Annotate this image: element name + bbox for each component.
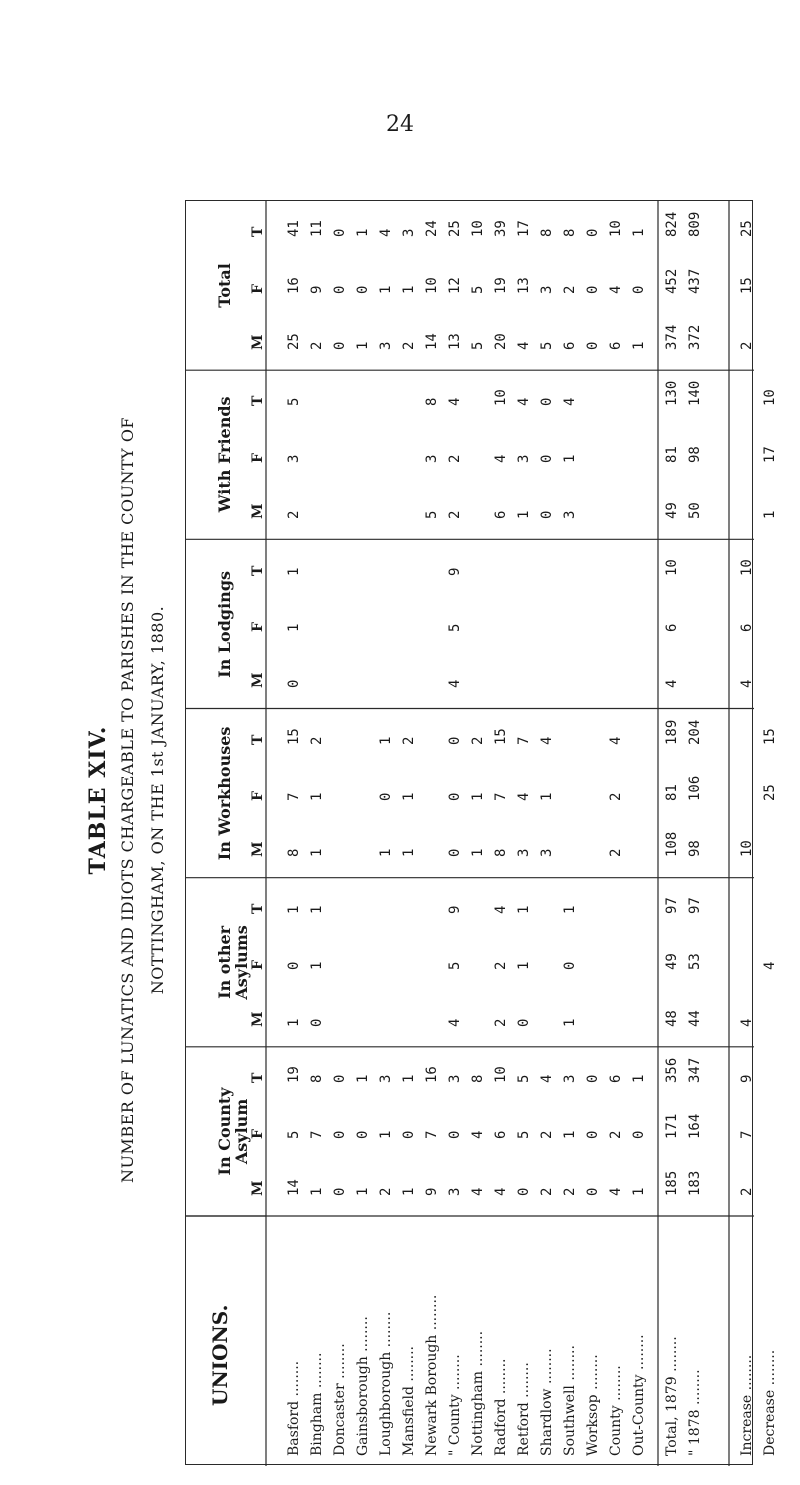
table-row-cell: 9 [447,567,463,576]
totals-row-cell: 81 [664,445,680,463]
table-row-cell: 3 [562,510,578,520]
table-row-cell: 4 [493,905,509,914]
lunatics-table [185,200,778,1465]
table-row-cell: 16 [286,276,302,294]
table-row-cell: 1 [378,285,394,294]
table-row-cell: 1 [631,1074,647,1084]
table-row-cell: 6 [493,1130,509,1140]
table-row-cell: 15 [286,727,302,745]
change-row-cell: 25 [739,220,755,238]
table-row-cell: 0 [539,510,555,520]
change-row-cell: 2 [739,341,755,350]
table-row-cell: 1 [401,849,417,858]
totals-row-cell: 824 [664,211,680,238]
table-row-cell: 0 [332,341,348,350]
table-row-cell: 1 [401,1074,417,1084]
table-row-cell: 20 [493,333,509,350]
subcol-m-header: M [250,841,266,858]
table-row-cell: 1 [355,1074,371,1084]
change-row-cell: 9 [739,1074,755,1084]
totals-row-cell: 44 [687,1009,703,1027]
subcol-t-header: T [250,734,266,745]
table-row-cell: 0 [585,341,601,350]
totals-row-cell: 53 [687,953,703,971]
subcol-t-header: T [250,903,266,914]
table-row-cell: 4 [447,397,463,407]
table-row-cell: 9 [424,1187,440,1196]
union-name: Loughborough ........ [378,1311,394,1456]
union-name: Basford ........ [286,1360,302,1456]
table-row-cell: 1 [631,1187,647,1196]
table-row-cell: 4 [447,679,463,689]
table-row-cell: 14 [286,1178,302,1196]
subcol-m-header: M [250,1011,266,1027]
totals-row-cell: 437 [687,268,703,294]
table-cells [186,201,778,1466]
table-row-cell: 1 [562,905,578,914]
union-name: Southwell ........ [562,1345,578,1456]
table-row-cell: 1 [378,849,394,858]
table-row-cell: 3 [562,1074,578,1084]
table-row-cell: 1 [286,623,302,632]
table-row-cell: 0 [332,1187,348,1196]
union-name: Out-County ........ [631,1334,647,1456]
table-row-cell: 8 [493,849,509,858]
totals-row-cell: 140 [687,381,703,407]
table-row-cell: 4 [516,341,532,350]
table-row-cell: 5 [447,961,463,971]
table-row-cell: 5 [470,285,486,294]
subcol-f-header: F [250,621,266,632]
table-row-cell: 0 [562,961,578,971]
change-row-cell: 25 [762,784,778,802]
table-row-cell: 16 [424,1066,440,1084]
table-row-cell: 2 [401,341,417,350]
table-row-cell: 1 [470,849,486,858]
table-row-cell: 1 [355,228,371,238]
table-row-cell: 1 [401,1187,417,1196]
table-row-cell: 2 [309,341,325,350]
table-row-cell: 0 [447,849,463,858]
change-row-cell: 4 [762,961,778,971]
totals-label: " 1878 ........ [687,1369,703,1456]
table-row-cell: 0 [332,1130,348,1140]
subcol-f-header: F [250,283,266,294]
totals-row-cell: 452 [664,268,680,294]
subcol-f-header: F [250,1129,266,1140]
table-row-cell: 5 [286,397,302,407]
union-name: Radford ........ [493,1358,509,1456]
table-row-cell: 10 [470,220,486,238]
table-row-cell: 6 [493,510,509,520]
table-row-cell: 0 [585,1130,601,1140]
totals-row-cell: 185 [664,1170,680,1196]
table-row-cell: 0 [539,454,555,463]
change-label: Increase ........ [739,1354,755,1456]
table-row-cell: 1 [516,961,532,971]
table-row-cell: 13 [516,276,532,294]
table-row-cell: 0 [355,1130,371,1140]
table-row-cell: 4 [516,397,532,407]
totals-row-cell: 347 [687,1057,703,1084]
table-row-cell: 11 [309,220,325,238]
table-row-cell: 1 [470,792,486,802]
table-row-cell: 0 [539,397,555,407]
subcol-t-header: T [250,395,266,407]
table-row-cell: 19 [286,1066,302,1084]
union-name: Nottingham ........ [470,1330,486,1456]
totals-row-cell: 372 [687,324,703,350]
table-row-cell: 41 [286,220,302,238]
totals-row-cell: 356 [664,1057,680,1084]
table-row-cell: 10 [493,1066,509,1084]
table-row-cell: 4 [493,454,509,463]
table-row-cell: 5 [516,1130,532,1140]
table-row-cell: 1 [286,567,302,576]
table-row-cell: 2 [562,285,578,294]
table-row-cell: 39 [493,220,509,238]
table-row-cell: 3 [516,454,532,463]
union-name: Worksop ........ [585,1354,601,1456]
group-header-5: Total [215,263,234,308]
change-row-cell: 4 [739,1018,755,1027]
subcol-f-header: F [250,960,266,971]
table-row-cell: 1 [309,1187,325,1196]
table-row-cell: 6 [608,341,624,350]
table-row-cell: 8 [562,228,578,238]
totals-row-cell: 48 [664,1009,680,1027]
table-row-cell: 2 [608,1130,624,1140]
table-row-cell: 4 [378,228,394,238]
table-row-cell: 2 [447,510,463,520]
totals-row-cell: 106 [687,775,703,802]
subcol-m-header: M [250,1180,266,1196]
table-row-cell: 1 [309,961,325,971]
table-row-cell: 0 [332,1074,348,1084]
table-row-cell: 0 [516,1018,532,1027]
table-row-cell: 4 [539,736,555,745]
change-row-cell: 2 [739,1187,755,1196]
table-row-cell: 10 [493,389,509,407]
table-row-cell: 0 [585,1187,601,1196]
table-row-cell: 17 [516,220,532,238]
table-row-cell: 4 [539,1074,555,1084]
totals-row-cell: 189 [664,719,680,745]
table-row-cell: 9 [309,285,325,294]
change-label: Decrease ........ [762,1349,778,1456]
table-row-cell: 8 [286,849,302,858]
group-header-0: In County Asylum [215,1087,251,1176]
totals-row-cell: 97 [664,897,680,914]
table-row-cell: 3 [378,341,394,350]
table-row-cell: 4 [493,1187,509,1196]
union-name: County ........ [608,1365,624,1456]
union-name: Doncaster ........ [332,1343,348,1456]
change-row-cell: 6 [739,623,755,632]
table-row-cell: 1 [631,341,647,350]
table-row-cell: 19 [493,276,509,294]
table-row-cell: 2 [608,849,624,858]
table-row-cell: 5 [539,341,555,350]
totals-row-cell: 49 [664,953,680,971]
table-row-cell: 2 [493,961,509,971]
table-row-cell: 0 [447,792,463,802]
table-row-cell: 0 [401,1130,417,1140]
subcol-f-header: F [250,791,266,802]
table-row-cell: 8 [539,228,555,238]
group-header-1: In other Asylums [215,925,251,1000]
totals-row-cell: 183 [687,1170,703,1196]
union-name: " County ........ [447,1354,463,1456]
table-row-cell: 2 [447,454,463,463]
totals-row-cell: 809 [687,211,703,238]
table-row-cell: 0 [631,285,647,294]
table-row-cell: 1 [401,285,417,294]
table-row-cell: 4 [470,1187,486,1196]
table-row-cell: 2 [608,792,624,802]
union-name: Mansfield ........ [401,1346,417,1456]
table-row-cell: 7 [309,1130,325,1140]
table-row-cell: 0 [447,736,463,745]
table-row-cell: 25 [286,333,302,350]
table-row-cell: 5 [447,623,463,632]
table-row-cell: 1 [286,905,302,914]
totals-row-cell: 171 [664,1114,680,1140]
subcol-t-header: T [250,565,266,576]
totals-row-cell: 50 [687,502,703,520]
table-row-cell: 1 [562,1130,578,1140]
table-row-cell: 10 [424,276,440,294]
table-row-cell: 3 [539,849,555,858]
table-row-cell: 24 [424,220,440,238]
change-row-cell: 7 [739,1130,755,1140]
table-row-cell: 7 [516,736,532,745]
union-name: Gainsborough ........ [355,1316,371,1456]
table-row-cell: 5 [286,1130,302,1140]
table-row-cell: 0 [286,961,302,971]
table-row-cell: 1 [516,905,532,914]
table-row-cell: 4 [516,792,532,802]
union-name: Newark Borough ........ [424,1294,440,1456]
table-row-cell: 12 [447,276,463,294]
table-row-cell: 1 [631,228,647,238]
totals-row-cell: 204 [687,719,703,745]
table-row-cell: 4 [608,285,624,294]
table-row-cell: 4 [608,736,624,745]
table-row-cell: 0 [286,679,302,689]
union-name: Retford ........ [516,1362,532,1456]
totals-row-cell: 98 [687,840,703,858]
totals-row-cell: 97 [687,897,703,914]
table-row-cell: 1 [378,1130,394,1140]
change-row-cell: 15 [739,276,755,294]
table-row-cell: 25 [447,220,463,238]
table-row-cell: 3 [401,228,417,238]
page-number: 24 [386,112,414,137]
subcol-f-header: F [250,452,266,463]
table-row-cell: 5 [516,1074,532,1084]
totals-row-cell: 10 [664,558,680,576]
table-row-cell: 0 [332,285,348,294]
table-row-cell: 3 [516,849,532,858]
table-row-cell: 2 [539,1130,555,1140]
table-row-cell: 1 [516,510,532,520]
change-row-cell: 17 [762,445,778,463]
table-row-cell: 1 [309,905,325,914]
table-row-cell: 0 [585,228,601,238]
table-row-cell: 6 [562,341,578,350]
change-row-cell: 10 [762,389,778,407]
table-row-cell: 7 [493,792,509,802]
table-row-cell: 8 [309,1074,325,1084]
table-row-cell: 4 [447,1018,463,1027]
table-row-cell: 4 [470,1130,486,1140]
table-row-cell: 3 [447,1187,463,1196]
table-row-cell: 2 [539,1187,555,1196]
change-row-cell: 4 [739,679,755,689]
union-name: Bingham ........ [309,1352,325,1456]
table-row-cell: 14 [424,333,440,350]
totals-label: Total, 1879 ........ [664,1336,680,1456]
totals-row-cell: 108 [664,832,680,858]
table-row-cell: 2 [562,1187,578,1196]
table-row-cell: 5 [470,341,486,350]
table-row-cell: 2 [470,736,486,745]
table-row-cell: 1 [309,792,325,802]
table-row-cell: 3 [286,454,302,463]
table-row-cell: 0 [378,792,394,802]
table-row-cell: 1 [309,849,325,858]
group-header-4: With Friends [215,396,234,513]
subcol-m-header: M [250,334,266,350]
totals-row-cell: 4 [664,679,680,689]
table-row-cell: 2 [401,736,417,745]
table-row-cell: 2 [378,1187,394,1196]
table-row-cell: 3 [424,454,440,463]
table-row-cell: 1 [378,736,394,745]
table-row-cell: 2 [286,510,302,520]
totals-row-cell: 98 [687,445,703,463]
table-row-cell: 0 [585,1074,601,1084]
table-row-cell: 3 [378,1074,394,1084]
table-row-cell: 4 [562,397,578,407]
totals-row-cell: 6 [664,623,680,632]
totals-row-cell: 81 [664,784,680,802]
subcol-t-header: T [250,226,266,238]
table-row-cell: 1 [539,792,555,802]
table-row-cell: 2 [309,736,325,745]
table-row-cell: 0 [516,1187,532,1196]
table-row-cell: 7 [424,1130,440,1140]
table-row-cell: 5 [424,510,440,520]
totals-row-cell: 374 [664,324,680,350]
group-header-2: In Workhouses [215,726,234,860]
unions-header: UNIONS. [208,1304,232,1406]
table-row-cell: 1 [401,792,417,802]
totals-row-cell: 164 [687,1114,703,1140]
totals-row-cell: 49 [664,502,680,520]
table-row-cell: 1 [355,1187,371,1196]
totals-row-cell: 130 [664,381,680,407]
table-row-cell: 9 [447,905,463,914]
table-row-cell: 0 [585,285,601,294]
table-row-cell: 13 [447,333,463,350]
table-row-cell: 8 [424,397,440,407]
change-row-cell: 1 [762,510,778,520]
table-row-cell: 2 [493,1018,509,1027]
table-row-cell: 3 [447,1074,463,1084]
table-row-cell: 0 [309,1018,325,1027]
table-row-cell: 15 [493,727,509,745]
table-row-cell: 0 [631,1130,647,1140]
table-row-cell: 3 [539,285,555,294]
subcol-m-header: M [250,503,266,520]
table-row-cell: 10 [608,220,624,238]
table-row-cell: 0 [355,285,371,294]
subcol-m-header: M [250,672,266,689]
table-row-cell: 1 [562,454,578,463]
table-row-cell: 8 [470,1074,486,1084]
union-name: Shardlow ........ [539,1348,555,1456]
change-row-cell: 15 [762,727,778,745]
group-header-3: In Lodgings [215,570,234,678]
subcol-t-header: T [250,1072,266,1084]
table-row-cell: 1 [562,1018,578,1027]
table-row-cell: 6 [608,1074,624,1084]
change-row-cell: 10 [739,558,755,576]
table-row-cell: 1 [355,341,371,350]
table-row-cell: 0 [447,1130,463,1140]
table-row-cell: 7 [286,792,302,802]
table-row-cell: 4 [608,1187,624,1196]
change-row-cell: 10 [739,840,755,858]
table-row-cell: 1 [286,1018,302,1027]
table-row-cell: 0 [332,228,348,238]
